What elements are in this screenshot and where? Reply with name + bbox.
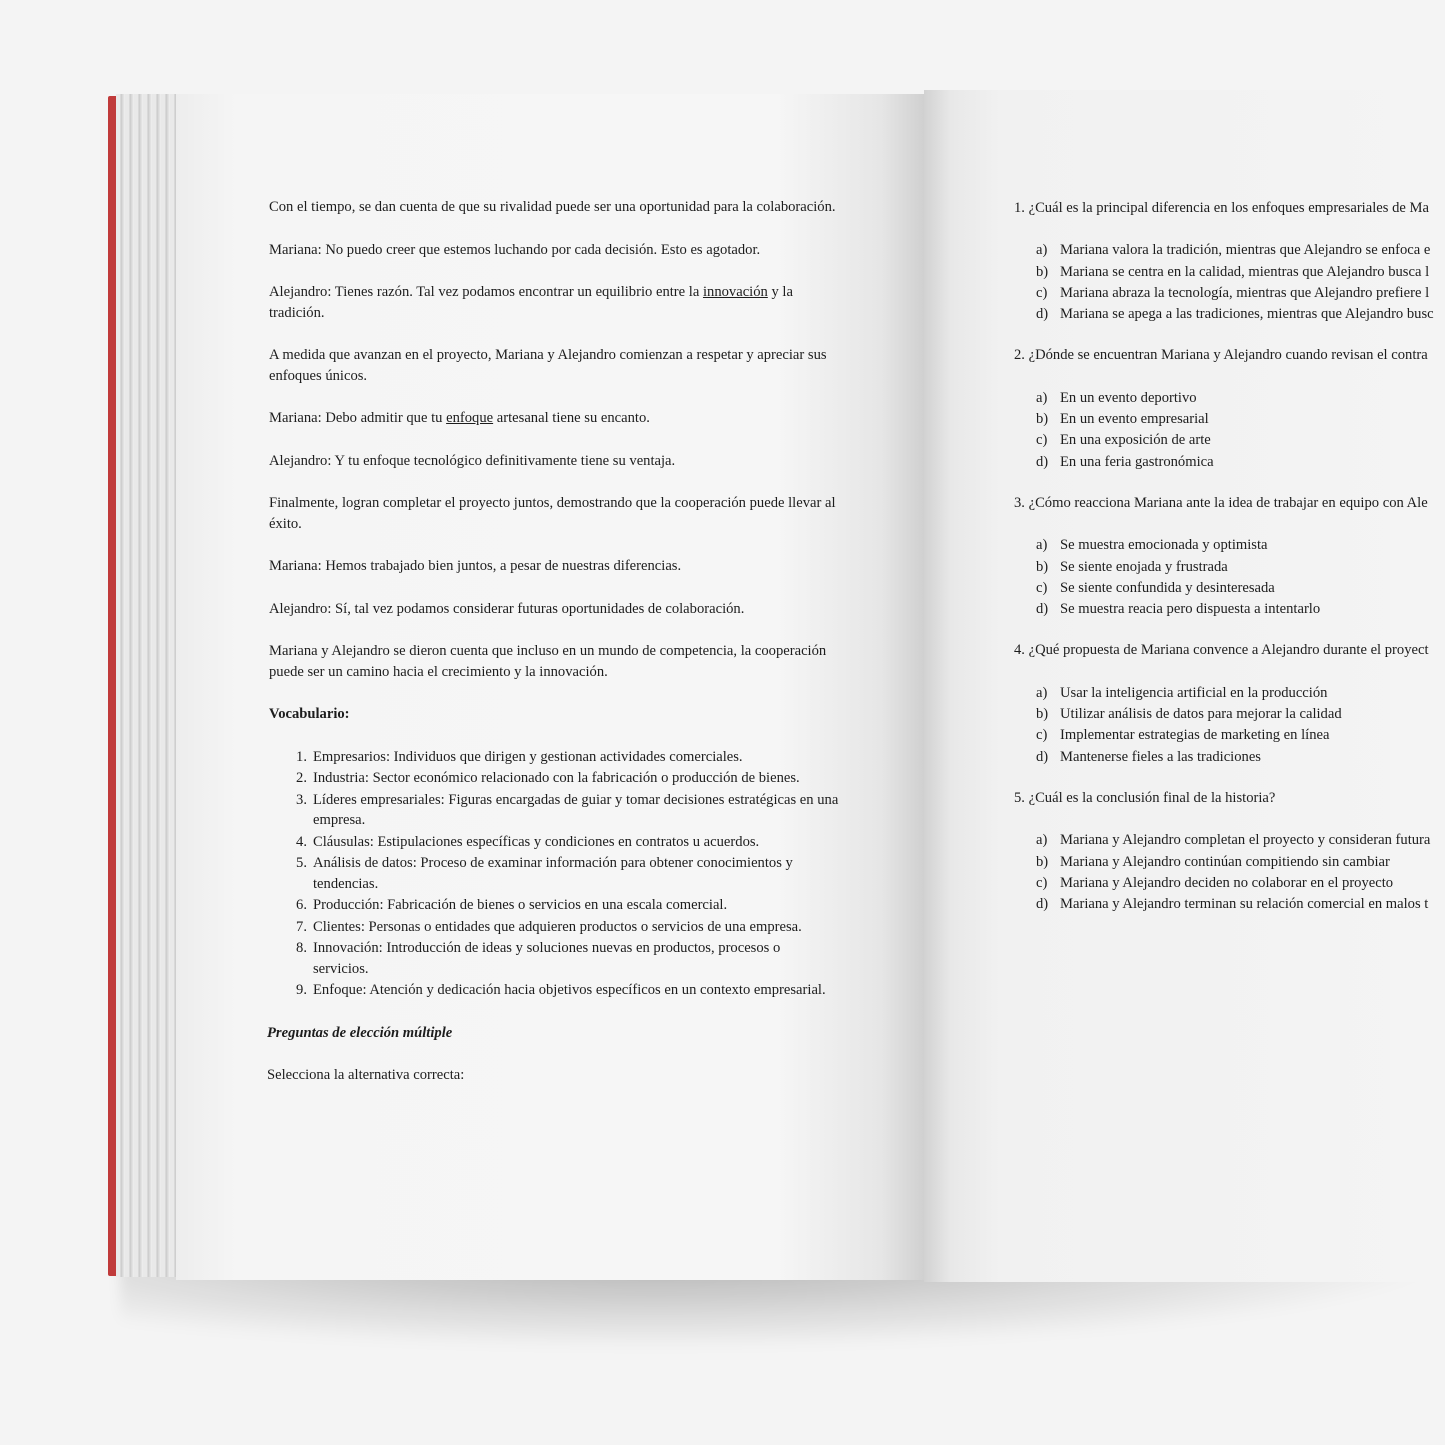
vocab-text: Empresarios: Individuos que dirigen y gestionan actividades comerciales.: [313, 748, 743, 765]
option-text: Mariana y Alejandro continúan compitiendo sin cambiar: [1060, 853, 1390, 870]
option-text: Se siente enojada y frustrada: [1060, 558, 1228, 575]
option-letter: c): [1036, 432, 1048, 449]
option-text: Mariana y Alejandro deciden no colaborar en el proyecto: [1060, 874, 1394, 891]
vocab-number: 5.: [296, 855, 307, 871]
options-list: [1014, 683, 1445, 768]
option-item: [1014, 725, 1445, 746]
option-text: Implementar estrategias de marketing en línea: [1060, 727, 1330, 744]
vocab-item: [269, 768, 839, 789]
vocab-item: [269, 980, 839, 1001]
option-letter: b): [1036, 411, 1049, 428]
vocab-number: 1.: [296, 748, 307, 765]
instruction: Selecciona la alternativa correcta:: [267, 1067, 465, 1083]
option-letter: c): [1036, 874, 1048, 891]
question-block: [1014, 493, 1445, 620]
vocab-item: [269, 832, 839, 853]
paragraph: Finalmente, logran completar el proyecto juntos, demostrando que la cooperación puede llevar al éxito.: [269, 495, 836, 532]
option-text: Mariana abraza la tecnología, mientras que Alejandro prefiere l: [1060, 284, 1430, 301]
vocab-number: 2.: [296, 770, 307, 786]
paragraph: Alejandro: Sí, tal vez podamos considerar futuras oportunidades de colaboración.: [269, 600, 745, 617]
option-letter: d): [1036, 306, 1049, 323]
option-letter: d): [1036, 601, 1049, 618]
right-page-text: [1014, 198, 1445, 935]
option-item: [1014, 704, 1445, 725]
underlined-word: enfoque: [446, 410, 494, 426]
page-stack-edge: [116, 94, 178, 1277]
option-item: [1014, 599, 1445, 620]
option-text: Se siente confundida y desinteresada: [1060, 579, 1275, 596]
option-text: Mariana se apega a las tradiciones, mientras que Alejandro busc: [1060, 306, 1434, 323]
option-letter: a): [1036, 537, 1048, 554]
option-letter: a): [1036, 242, 1048, 259]
question-block: [1014, 788, 1445, 915]
paragraph: [269, 408, 839, 429]
paragraph: Mariana: No puedo creer que estemos luchando por cada decisión. Esto es agotador.: [269, 241, 761, 258]
option-item: [1014, 262, 1445, 283]
vocab-item: [269, 938, 839, 979]
option-item: [1014, 452, 1445, 473]
option-item: [1014, 830, 1445, 851]
option-text: En un evento deportivo: [1060, 389, 1197, 406]
option-letter: b): [1036, 558, 1049, 575]
option-text: Usar la inteligencia artificial en la producción: [1060, 684, 1328, 701]
options-list: [1014, 388, 1445, 473]
option-item: [1014, 557, 1445, 578]
option-item: [1014, 894, 1445, 915]
option-letter: d): [1036, 748, 1049, 765]
paragraph-text: artesanal tiene su encanto.: [493, 410, 650, 426]
option-text: En una feria gastronómica: [1060, 453, 1214, 470]
question-text: 3. ¿Cómo reacciona Mariana ante la idea de trabajar en equipo con Ale: [1014, 494, 1428, 511]
paragraph: [269, 282, 839, 323]
option-letter: a): [1036, 684, 1048, 701]
vocab-text: Líderes empresariales: Figuras encargadas de guiar y tomar decisiones estratégicas en una empresa.: [313, 791, 839, 828]
paragraph: Mariana y Alejandro se dieron cuenta que incluso en un mundo de competencia, la cooperación puede ser un camino hacia el crecimiento y la innovación.: [269, 643, 827, 680]
option-letter: d): [1036, 896, 1049, 913]
option-item: [1014, 388, 1445, 409]
options-list: [1014, 535, 1445, 620]
paragraph: Mariana: Hemos trabajado bien juntos, a pesar de nuestras diferencias.: [269, 558, 682, 574]
option-item: [1014, 535, 1445, 556]
mc-heading: Preguntas de elección múltiple: [267, 1024, 453, 1041]
vocab-item: [269, 747, 839, 768]
paragraph: Alejandro: Y tu enfoque tecnológico definitivamente tiene su ventaja.: [269, 452, 676, 469]
paragraph: A medida que avanzan en el proyecto, Mariana y Alejandro comienzan a respetar y apreciar sus enfoques únicos.: [269, 347, 827, 384]
underlined-word: innovación: [702, 284, 768, 300]
option-text: En una exposición de arte: [1060, 432, 1211, 449]
option-text: Se muestra emocionada y optimista: [1060, 537, 1268, 554]
question-block: [1014, 345, 1445, 472]
question-text: 1. ¿Cuál es la principal diferencia en los enfoques empresariales de Ma: [1014, 200, 1429, 216]
question-text: 4. ¿Qué propuesta de Mariana convence a Alejandro durante el proyect: [1014, 642, 1429, 659]
vocab-number: 9.: [296, 982, 307, 998]
option-letter: d): [1036, 453, 1049, 470]
vocab-text: Industria: Sector económico relacionado con la fabricación o producción de bienes.: [313, 770, 800, 786]
vocab-number: 8.: [296, 940, 307, 956]
question-block: [1014, 640, 1445, 767]
vocab-number: 3.: [296, 791, 307, 808]
option-text: Mariana y Alejandro terminan su relación comercial en malos t: [1060, 896, 1429, 913]
vocab-number: 7.: [296, 918, 307, 935]
option-letter: b): [1036, 853, 1049, 870]
option-item: [1014, 578, 1445, 599]
vocab-list: [269, 747, 839, 1001]
vocab-item: [269, 853, 839, 894]
question-block: [1014, 198, 1445, 325]
option-letter: a): [1036, 389, 1048, 406]
option-item: [1014, 304, 1445, 325]
vocab-item: [269, 790, 839, 831]
option-text: En un evento empresarial: [1060, 411, 1209, 428]
vocab-number: 6.: [296, 897, 307, 913]
vocab-text: Análisis de datos: Proceso de examinar información para obtener conocimientos y tendencias.: [313, 855, 793, 892]
option-letter: b): [1036, 263, 1049, 280]
option-letter: c): [1036, 284, 1048, 301]
option-text: Mariana y Alejandro completan el proyecto y consideran futura: [1060, 832, 1431, 849]
vocab-text: Enfoque: Atención y dedicación hacia objetivos específicos en un contexto empresarial.: [313, 982, 826, 998]
option-text: Mantenerse fieles a las tradiciones: [1060, 748, 1261, 765]
vocab-text: Producción: Fabricación de bienes o servicios en una escala comercial.: [313, 897, 728, 913]
option-text: Mariana valora la tradición, mientras que Alejandro se enfoca e: [1060, 242, 1431, 259]
option-item: [1014, 873, 1445, 894]
vocab-heading: Vocabulario:: [269, 706, 350, 722]
option-text: Mariana se centra en la calidad, mientras que Alejandro busca l: [1060, 263, 1430, 280]
option-item: [1014, 240, 1445, 261]
vocab-text: Clientes: Personas o entidades que adquieren productos o servicios de una empresa.: [313, 918, 802, 935]
option-letter: a): [1036, 832, 1048, 849]
question-text: 2. ¿Dónde se encuentran Mariana y Alejandro cuando revisan el contra: [1014, 347, 1428, 364]
option-letter: c): [1036, 579, 1048, 596]
vocab-number: 4.: [296, 833, 307, 850]
paragraph-text: y la tradición.: [269, 284, 793, 321]
option-item: [1014, 852, 1445, 873]
option-item: [1014, 283, 1445, 304]
option-letter: c): [1036, 727, 1048, 744]
option-item: [1014, 747, 1445, 768]
vocab-item: [269, 917, 839, 938]
option-item: [1014, 409, 1445, 430]
paragraph-text: Mariana: Debo admitir que tu: [269, 410, 447, 426]
options-list: [1014, 240, 1445, 325]
option-item: [1014, 683, 1445, 704]
option-item: [1014, 430, 1445, 451]
vocab-text: Innovación: Introducción de ideas y soluciones nuevas en productos, procesos o servicios.: [313, 940, 781, 977]
question-text: 5. ¿Cuál es la conclusión final de la historia?: [1014, 789, 1276, 806]
option-letter: b): [1036, 706, 1049, 723]
paragraph-text: Alejandro: Tienes razón. Tal vez podamos encontrar un equilibrio entre la: [269, 284, 703, 300]
vocab-text: Cláusulas: Estipulaciones específicas y condiciones en contratos u acuerdos.: [313, 833, 760, 850]
left-page-text: [269, 197, 839, 1108]
option-text: Se muestra reacia pero dispuesta a intentarlo: [1060, 601, 1321, 618]
paragraph: Con el tiempo, se dan cuenta de que su rivalidad puede ser una oportunidad para la colaboración.: [269, 199, 836, 215]
option-text: Utilizar análisis de datos para mejorar la calidad: [1060, 706, 1342, 723]
vocab-item: [269, 895, 839, 916]
options-list: [1014, 830, 1445, 915]
